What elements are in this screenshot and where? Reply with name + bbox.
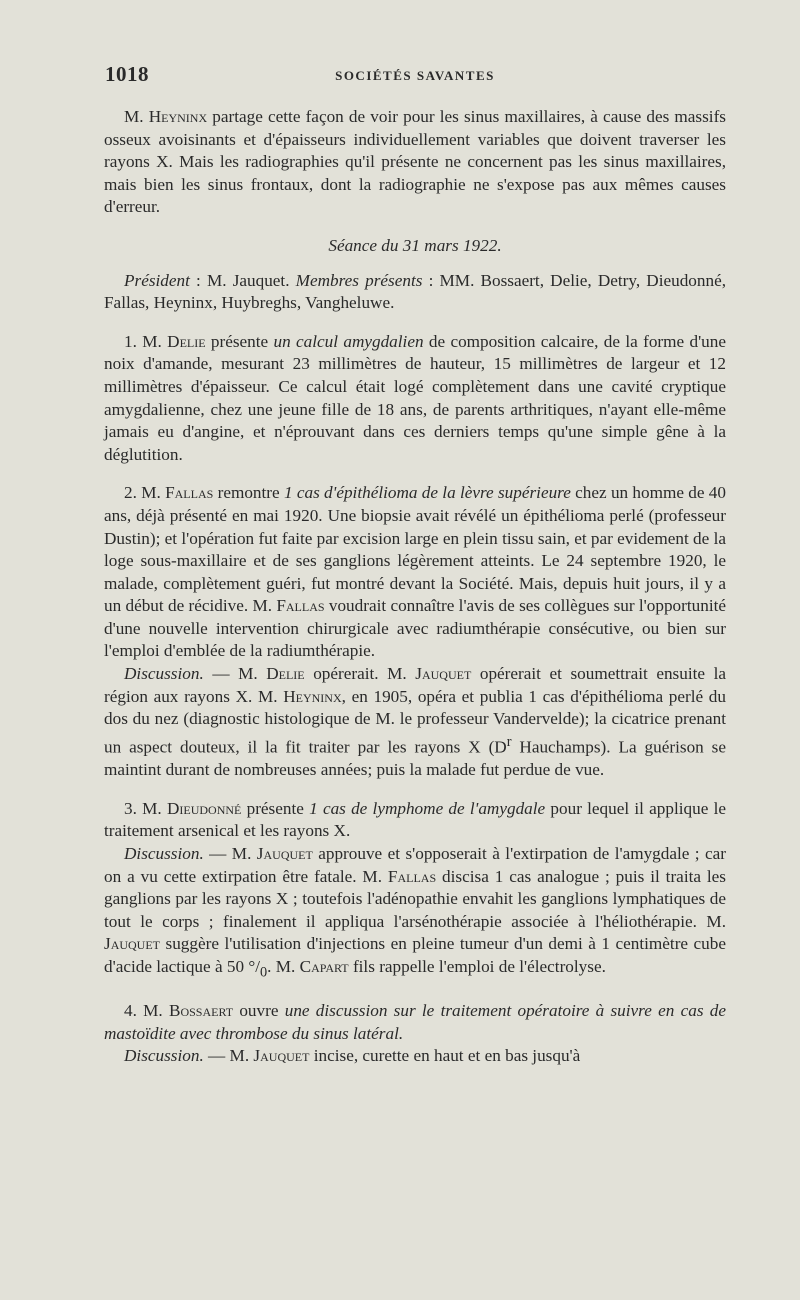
paragraph-discussion-3: Discussion. — M. Jauquet approuve et s'opposerait à l'extirpation de l'amygdale ; car on a vu cette extirpation être fatale. M. Fallas discisa 1 cas analogue ; puis il traita les ganglions par les rayons X ; toutefois l'adénopathie envahit les ganglions lymphatiques de tout le corps ; finalement il appliqua l'arsénothérapie associée à l'héliothérapie. M. Jauquet suggère l'utilisation d'injections en pleine tumeur d'un demi à 1 centimètre cube d'acide lactique à 50 $^\circ/_0$. M. Capart fils rappelle l'emploi de l'électrolyse. [104, 843, 726, 981]
author-name: Delie [167, 331, 206, 351]
author-name: Heyninx [148, 107, 208, 126]
author-name: Bossaert [168, 1000, 234, 1020]
paragraph-item-1: 1. M. Delie présente un calcul amygdalien de composition calcaire, de la forme d'une noix d'amande, mesurant 23 millimètres de hauteur, 15 millimètres de largeur et 12 millimètres d'épaisseur. Ce calcul était logé complètement dans une cavité cryptique amygdalienne, chez une jeune fille de 18 ans, de parents arthritiques, n'ayant elle-même jamais eu d'angine, et n'éprouvant dans ces derniers temps qu'une simple gêne à la déglutition. [104, 331, 726, 464]
page-number: 1018 [105, 62, 149, 86]
running-head: SOCIÉTÉS SAVANTES [335, 68, 495, 83]
case-title: une discussion sur le traitement opératoire à suivre en cas de mastoïdite avec thrombose du sinus latéral. [104, 1000, 726, 1043]
case-title: 1 cas d'épithélioma de la lèvre supérieure [283, 483, 571, 503]
paragraph-discussion-4: Discussion. — M. Jauquet incise, curette en haut et en bas jusqu'à [124, 1046, 581, 1066]
author-name: Capart [299, 956, 349, 976]
author-name: Jauquet [415, 664, 472, 684]
paragraph-discussion-2: Discussion. — M. Delie opérerait. M. Jauquet opérerait et soumettrait ensuite la région aux rayons X. M. Heyninx, en 1905, opéra et publia 1 cas d'épithélioma perlé du dos du nez (diagnostic histologique de M. le professeur Vandervelde); la cicatrice prenant un aspect douteux, il la fit traiter par les rayons X ($D^r$ Hauchamps). La guérison se maintint durant de nombreuses années; puis la malade fut perdue de vue. [104, 664, 726, 780]
case-title: un calcul amygdalien [273, 331, 424, 351]
author-name: Heyninx [283, 686, 342, 706]
author-name: Fallas [165, 483, 214, 503]
case-title: 1 cas de lymphome de l'amygdale [309, 798, 546, 818]
paragraph-item-2: 2. M. Fallas remontre 1 cas d'épithélioma de la lèvre supérieure chez un homme de 40 ans, déjà présenté en mai 1920. Une biopsie avait révélé un épithélioma perlé (professeur Dustin); et l'opération fut faite par excision large en plein tissu sain, et par evidement de la loge sous-maxillaire et de ses ganglions légèrement atteints. Le 24 septembre 1920, le malade, complètement guéri, fut montré devant la Société. Mais, depuis huit jours, il y a un début de récidive. M. Fallas voudrait connaître l'avis de ses collègues sur l'opportunité d'une nouvelle intervention chirurgicale avec radiumthérapie consécutive, ou bien sur l'emploi d'emblée de la radiumthérapie. [104, 483, 726, 661]
paragraph-heyninx-sinus: M. Heyninx partage cette façon de voir pour les sinus maxillaires, à cause des massifs osseux avoisinants et d'épaisseurs individuellement variables que doivent traverser les rayons X. Mais les radiographies qu'il présente ne concernent pas les sinus maxillaires, mais bien les sinus frontaux, dont la radiographie ne s'expose pas aux mêmes causes d'erreur. [104, 107, 726, 217]
session-heading: Séance du 31 mars 1922. [328, 235, 502, 255]
author-name: Jauquet [256, 843, 313, 863]
author-name: Jauquet [253, 1046, 310, 1066]
paragraph-item-3: 3. M. Dieudonné présente 1 cas de lymphome de l'amygdale pour lequel il applique le traitement arsenical et les rayons X. [104, 798, 727, 841]
author-name: Fallas [387, 866, 437, 886]
body-text [104, 106, 726, 1068]
paragraph-item-4: 4. M. Bossaert ouvre une discussion sur le traitement opératoire à suivre en cas de mastoïdite avec thrombose du sinus latéral. [104, 1000, 726, 1043]
author-name: Delie [266, 664, 305, 684]
author-name: Fallas [276, 596, 325, 616]
author-name: Dieudonné [166, 798, 242, 818]
page-header [105, 62, 725, 92]
paragraph-attendance: Président : M. Jauquet. Membres présents : MM. Bossaert, Delie, Detry, Dieudonné, Fallas, Heyninx, Huybreghs, Vangheluwe. [104, 270, 727, 313]
author-name: Jauquet [104, 934, 161, 954]
